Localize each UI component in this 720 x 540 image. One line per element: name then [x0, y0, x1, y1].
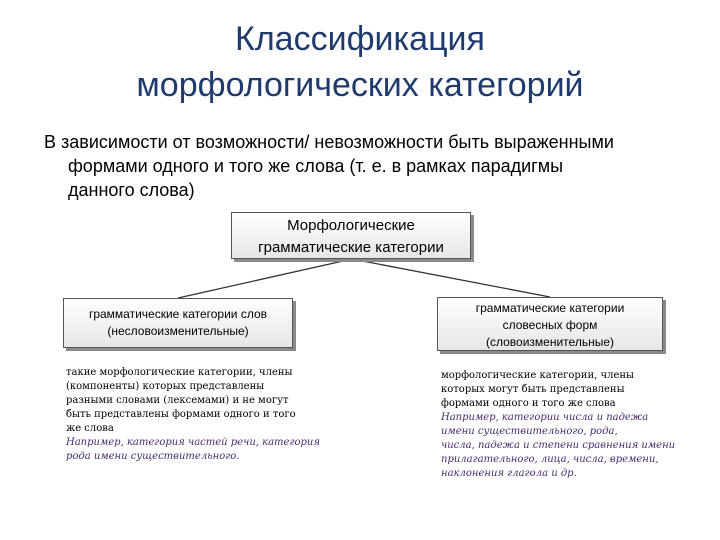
root-box-line-1: Морфологические [287, 217, 415, 234]
left-example-line: Например, категория частей речи, категория [66, 437, 320, 448]
intro-line-1: В зависимости от возможности/ невозможности быть выраженными [44, 132, 614, 152]
right-desc-line: формами одного и того же слова [441, 398, 616, 409]
nonderivational-category-box [63, 298, 293, 348]
page-title [0, 16, 720, 108]
root-box-line-2: грамматические категории [258, 239, 444, 256]
left-box-line-2: (несловоизменительные) [107, 324, 249, 338]
right-box-line-1: грамматические категории [475, 301, 625, 315]
connector-root-to-right [352, 259, 550, 297]
inflectional-category-box [437, 297, 663, 351]
right-box-line-2: словесных форм [502, 318, 598, 332]
left-desc-line: же слова [66, 423, 114, 434]
connector-root-to-left [178, 259, 352, 298]
title-line-1: Классификация [235, 20, 485, 58]
right-example-line: числа, падежа и степени сравнения имени [441, 440, 676, 451]
left-description [66, 366, 336, 464]
left-example-line: рода имени существительного. [66, 451, 240, 462]
intro-text [44, 130, 694, 202]
right-example-line: имени существительного, рода, [441, 426, 618, 437]
right-description [441, 369, 711, 481]
right-desc-line: морфологические категории, члены [441, 370, 634, 381]
left-desc-line: разными словами (лексемами) и не могут [66, 395, 289, 406]
left-desc-line: такие морфологические категории, члены [66, 367, 293, 378]
title-line-2: морфологических категорий [136, 66, 584, 104]
intro-line-2: формами одного и того же слова (т. е. в рамках парадигмы [68, 156, 564, 176]
left-box-line-1: грамматические категории слов [88, 307, 268, 321]
left-desc-line: быть представлены формами одного и того [66, 409, 296, 420]
intro-line-3: данного слова) [68, 180, 195, 200]
right-desc-line: которых могут быть представлены [441, 384, 625, 395]
root-category-box [231, 212, 471, 259]
right-example-line: прилагательного, лица, числа, времени, [441, 454, 659, 465]
right-box-line-3: (словоизменительные) [486, 335, 614, 349]
right-example-line: Например, категории числа и падежа [441, 412, 649, 423]
left-desc-line: (компоненты) которых представлены [66, 381, 265, 392]
right-example-line: наклонения глагола и др. [441, 468, 577, 479]
